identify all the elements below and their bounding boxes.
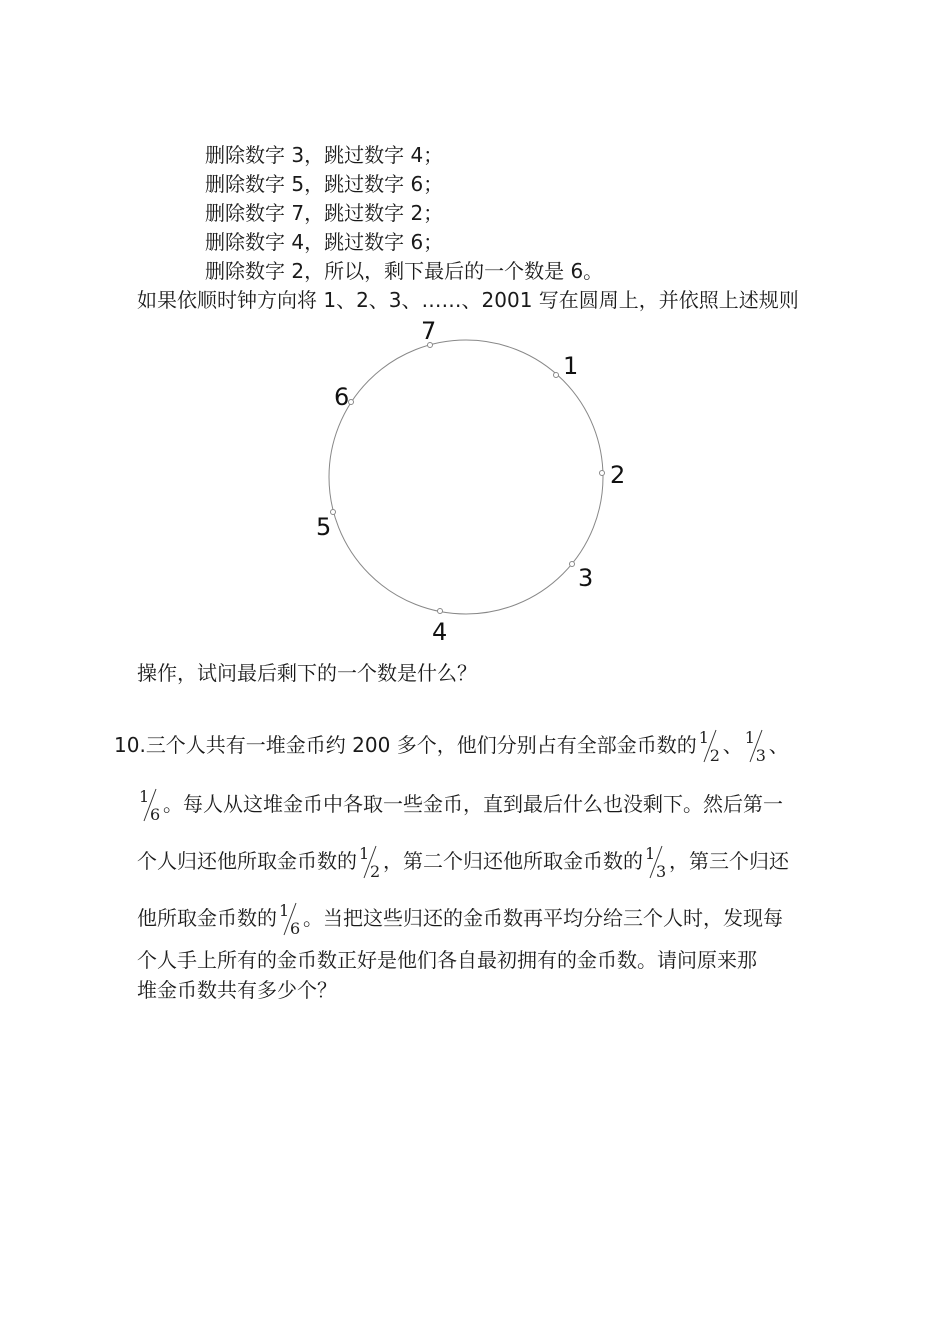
circle-label-1: 1 [563, 352, 579, 380]
circle-label-7: 7 [421, 317, 437, 345]
fraction-one-sixth: 1 6 [279, 901, 301, 938]
q10-text-3a: 个人归还他所取金币数的 [137, 849, 357, 873]
circle-label-6: 6 [334, 383, 350, 411]
circle-point-2 [600, 471, 605, 476]
q10-text-1: 三个人共有一堆金币约 200 多个，他们分别占有全部金币数的 [145, 733, 697, 757]
question-10-line-3 [137, 840, 789, 882]
step-line-3: 删除数字 7，跳过数字 2； [205, 201, 444, 225]
circle-label-5: 5 [316, 513, 332, 541]
fraction-one-half: 1 2 [698, 728, 720, 765]
circle-label-3: 3 [578, 564, 594, 592]
q10-text-4a: 他所取金币数的 [137, 906, 277, 930]
q10-text-3b: ，第二个归还他所取金币数的 [383, 849, 643, 873]
fraction-one-sixth: 1 6 [139, 787, 161, 824]
question-10-line-1 [114, 724, 789, 766]
step-line-5: 删除数字 2，所以，剩下最后的一个数是 6。 [205, 259, 604, 283]
question-10-line-2 [137, 783, 783, 825]
circle-point-3 [570, 562, 575, 567]
circle-label-2: 2 [610, 461, 626, 489]
operation-line: 操作，试问最后剩下的一个数是什么？ [137, 661, 477, 685]
question-10-line-4 [137, 897, 783, 939]
circle-point-4 [438, 609, 443, 614]
fraction-one-half: 1 2 [359, 844, 381, 881]
separator: 、 [722, 733, 743, 757]
fraction-one-third: 1 3 [744, 728, 766, 765]
q10-text-3c: ，第三个归还 [669, 849, 789, 873]
step-line-4: 删除数字 4，跳过数字 6； [205, 230, 444, 254]
circle-outline [329, 340, 603, 614]
q10-text-4b: 。当把这些归还的金币数再平均分给三个人时，发现每 [303, 906, 783, 930]
q10-text-2: 。每人从这堆金币中各取一些金币，直到最后什么也没剩下。然后第一 [163, 792, 783, 816]
question-number: 10. [114, 733, 146, 757]
circle-point-1 [554, 373, 559, 378]
circle-diagram [300, 315, 660, 655]
question-10-line-5: 个人手上所有的金币数正好是他们各自最初拥有的金币数。请问原来那 [137, 948, 757, 972]
step-line-2: 删除数字 5，跳过数字 6； [205, 172, 444, 196]
step-line-1: 删除数字 3，跳过数字 4； [205, 143, 444, 167]
intro-line: 如果依顺时钟方向将 1、2、3、……、2001 写在圆周上，并依照上述规则 [137, 288, 799, 312]
question-10-line-6: 堆金币数共有多少个？ [137, 978, 337, 1002]
circle-label-4: 4 [432, 618, 448, 646]
fraction-one-third: 1 3 [645, 844, 667, 881]
separator: 、 [768, 733, 789, 757]
